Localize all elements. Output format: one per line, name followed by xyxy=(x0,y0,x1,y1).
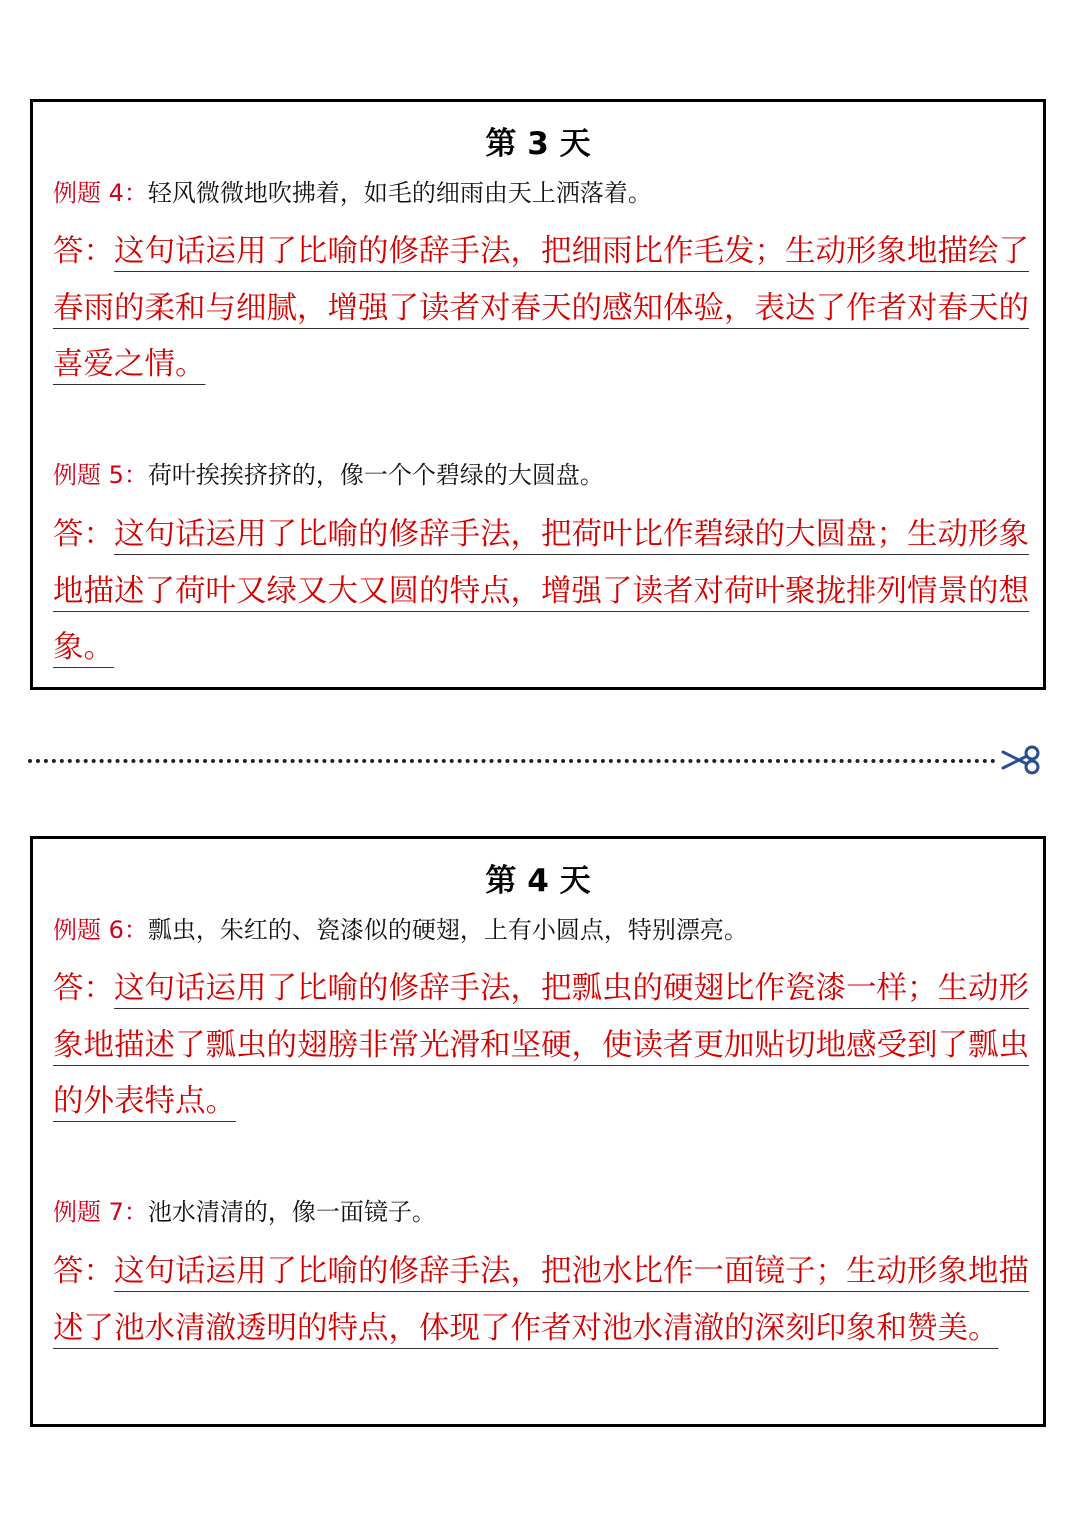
answer-text: 这句话运用了比喻的修辞手法，把荷叶比作碧绿的大圆盘；生动形象地描述了荷叶又绿又大又圆的特点，增强了读者对荷叶聚拢排列情景的想象。 xyxy=(53,517,1029,665)
answer-text: 这句话运用了比喻的修辞手法，把池水比作一面镜子；生动形象地描述了池水清澈透明的特点，体现了作者对池水清澈的深刻印象和赞美。 xyxy=(53,1254,1029,1346)
question-text: 瓢虫，朱红的、瓷漆似的硬翅，上有小圆点，特别漂亮。 xyxy=(147,916,748,944)
cut-line xyxy=(28,759,996,763)
question-line xyxy=(53,176,1027,210)
answer-prefix: 答： xyxy=(53,971,114,1006)
answer-block xyxy=(53,224,1031,394)
answer-prefix: 答： xyxy=(53,234,114,269)
question-line xyxy=(53,458,1027,492)
question-text: 荷叶挨挨挤挤的，像一个个碧绿的大圆盘。 xyxy=(147,461,604,489)
question-label: 例题 5： xyxy=(53,461,148,489)
answer-block xyxy=(53,961,1031,1131)
exercise-card-day-4 xyxy=(30,836,1046,1427)
scissors-icon xyxy=(1000,744,1042,776)
question-text: 轻风微微地吹拂着，如毛的细雨由天上洒落着。 xyxy=(147,179,652,207)
answer-text: 这句话运用了比喻的修辞手法，把细雨比作毛发；生动形象地描绘了春雨的柔和与细腻，增强了读者对春天的感知体验，表达了作者对春天的喜爱之情。 xyxy=(53,234,1029,382)
card-title: 第 3 天 xyxy=(485,126,591,162)
answer-prefix: 答： xyxy=(53,1254,114,1289)
exercise-card-day-3 xyxy=(30,99,1046,690)
answer-block xyxy=(53,1244,1031,1357)
question-label: 例题 7： xyxy=(53,1198,148,1226)
question-text: 池水清清的，像一面镜子。 xyxy=(147,1198,436,1226)
question-line xyxy=(53,913,1027,947)
answer-text: 这句话运用了比喻的修辞手法，把瓢虫的硬翅比作瓷漆一样；生动形象地描述了瓢虫的翅膀非常光滑和坚硬，使读者更加贴切地感受到了瓢虫的外表特点。 xyxy=(53,971,1029,1119)
question-label: 例题 6： xyxy=(53,916,148,944)
question-label: 例题 4： xyxy=(53,179,148,207)
answer-prefix: 答： xyxy=(53,517,114,552)
card-title: 第 4 天 xyxy=(485,863,591,899)
answer-block xyxy=(53,507,1031,677)
question-line xyxy=(53,1195,1027,1229)
